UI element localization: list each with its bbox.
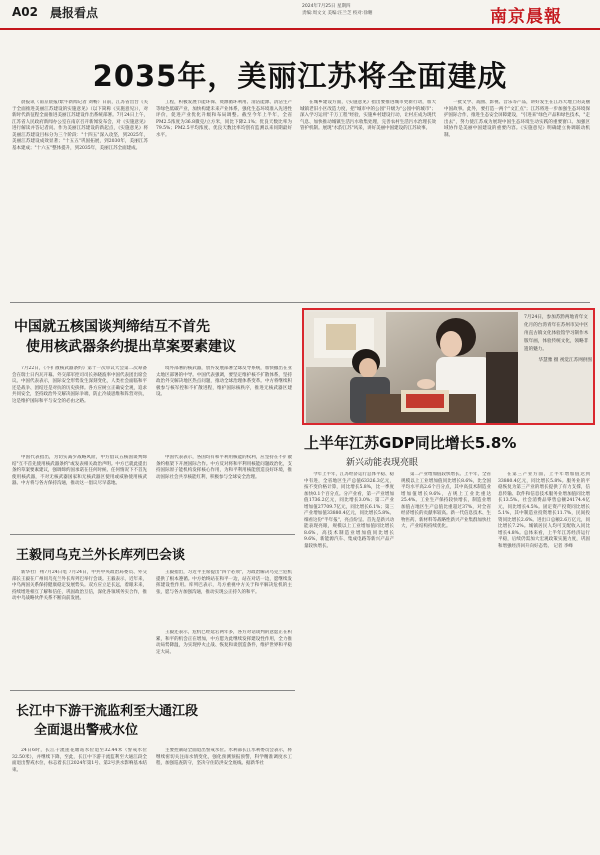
- main-article-col1: 晨报讯（南京晨报/紫牛新闻记者 刘畅）日前，江苏省出台《关于全面推进美丽江苏建设的实施意见》（以下简称《实施意见》），对新时代新征程全面推进美丽江苏建设作出系统部署。7月24日上午，江苏省人民政府新闻办公室在南京召开新闻发布会，对《实施意见》进行解读并答记者问。作为美丽江苏建设的新起点，《实施意见》将美丽江苏建设目标分为三个阶段："十四五"深入攻坚，到2025年，美丽江苏建设成效显著；"十五五"巩固拓展，到2030年，美丽江苏基本建成；"十六五"整体提升，到2035年，美丽江苏全面建成。: [12, 100, 148, 151]
- issue-date: 2024年7月25日 星期四: [302, 4, 351, 9]
- gdp-body-col3: 在第三产业方面，上半年增加值达到33880.4亿元，同比增长5.8%。服务业的平稳恢复为第三产业的增长提供了有力支撑，信息传输、软件和信息技术服务业增加值同比增长13.5%。社会消费品零售总额24174.4亿元，同比增长4.5%。固定资产投资同比增长5.1%，其中制造业投资增长11.7%，民间投资同比增长2.6%。进出口总额2.6万亿元，同比增长7.2%。城镇居民人均可支配收入同比增长4.8%。总体来看，上半年江苏经济运行平稳，后续仍需加大宏观政策实施力度，巩固和增强经济回升向好态势。 记者 李峰: [498, 472, 590, 549]
- wangyi-body-b: 王毅指出，习近平主席提出"四个必须"，为政治解决乌克兰危机提供了根本遵循。中方始终站在和平一边，站在对话一边，愿继续发挥建设性作用。库列巴表示，乌方重视中方关于和平解决危机的主张，愿与各方加强沟通，推动实现公正持久的和平。: [156, 570, 292, 595]
- main-article-col4: 一批文学、戏曲、影视、音乐等产品，讲好发生在江苏大地上的美丽中国故事。此外，要打造一两个"文汇点"；江苏将进一步加强生态环境保护国际合作，推进生态安全屏障建设，"引进来"绿色产品和绿色技术，"走出去"，努力使江苏成为展现中国生态环境生动实践的重要窗口。加强区域协作是美丽中国建设的重要内容。《实施意见》明确建立协调联动机制。: [444, 100, 590, 138]
- yangtze-body-b: 主要控制站全面退出警戒水位。水利部长江水利委员会表示，将继续密切关注雨水情变化，强化预测预报预警，科学精准调度水工程，加强巡查防守，坚决守住防洪安全底线。据新华社: [156, 748, 292, 766]
- gdp-subtitle: 新兴动能表现亮眼: [346, 458, 419, 468]
- divider: [10, 690, 295, 691]
- photo-frame: [302, 308, 595, 425]
- gdp-body-col1: 今年上半年，江苏经济运行总体平稳、稳中有进，全省地区生产总值63326.3亿元，按不变价格计算，同比增长5.8%，比一季度加快0.1个百分点。分产业看，第一产业增加值1736.2亿元，同比增长3.0%；第二产业增加值27709.7亿元，同比增长6.1%；第三产业增加值33880.4亿元，同比增长5.8%。细看这份"半年报"，亮点纷呈。首先是新兴动能表现亮眼，规模以上工业增加值同比增长8.6%，高技术制造业增加值同比增长9.6%，新能源汽车、集成电路等新兴产品产量较快增长。: [304, 472, 394, 549]
- yangtze-body-a: 24日6时，长江干流莲花塘站水位退至32.44米（警戒水位32.50米），并继续下降，至此，长江中下游干流监利至大通江段全面退出警戒水位，标志着长江2024年第1号、第2号洪水影响基本结束。: [12, 748, 147, 773]
- gdp-body-col2: 第二产业增加值较快增长。上半年，全省规模以上工业增加值同比增长8.6%，比全国平均水平高2.6个百分点，其中高技术制造业增加值增长9.6%，占规上工业比重达25.4%。工业生产保持较快增长，制造业增加值占地区生产总值比重超过37%，对全省经济增长的贡献率较高。新一代信息技术、生物医药、新材料等战略性新兴产业集群加快壮大，产业结构持续优化。: [401, 472, 491, 529]
- nuclear-title-line1: 中国就五核国谈判缔结互不首先: [14, 319, 210, 335]
- section-name: 晨报看点: [50, 6, 99, 20]
- main-article-col3: 在城乡建设方面，《实施意见》指出要推进城市更新行动，加大城镇老旧小区改造力度，把"城市中的公园"升级为"公园中的城市"；深入学习运用"千万工程"经验，实施乡村建设行动，让村庄成为现代气息、加快推动城镇生活污水收集处理，完善农村生活污水治理长效管护机制。展现"水韵江苏"风采，讲好美丽中国建设的江苏故事。: [300, 100, 436, 131]
- editor-credits: 责编:周文文 美编:汪兰芝 校对:徐翱: [302, 11, 373, 16]
- nuclear-title-line2: 使用核武器条约提出草案要素建议: [26, 339, 236, 355]
- page-header: [0, 0, 600, 30]
- wangyi-title: 王毅同乌克兰外长库列巴会谈: [16, 548, 186, 563]
- wangyi-body-c: 王毅还表示，危机已经延宕两年多，各方对话谈判的意愿正在积累，和平的机会正在增加，中方愿为此继续发挥建设性作用，全力推动局势降温，为实现停火止战、恢复和谈创造条件，维护世界和平稳定大局。: [156, 630, 292, 655]
- yangtze-title-line1: 长江中下游干流监利至大通江段: [16, 704, 199, 719]
- divider: [10, 534, 295, 535]
- woodblock-printing-photo: [306, 312, 518, 423]
- photo-credit: 华慧雅 摄 视觉江苏网供图: [538, 358, 592, 363]
- nuclear-body-c: 境外部署的核武器，放弃发展部署全球反导系统，加快撤出在亚太地区部署的中导。中国代表强调，要坚定维护核不扩散体系，坚持政治外交解决地区热点问题，推动全球治理体系变革。中方将继续积极参与核军控和不扩散进程，维护国际核秩序，推进无核武器区建设。: [156, 366, 292, 397]
- gdp-title: 上半年江苏GDP同比增长5.8%: [304, 434, 517, 452]
- nuclear-body-d: 中国代表表示，各国均有和平利用核能的权利，应坚持在不扩散条约框架下开展国际合作。中方反对将和平利用核能问题政治化，支持国际原子能机构发挥核心作用，为和平利用核能创造良好环境，推动国际社会共享核能红利，积极参与全球安全治理。: [156, 455, 292, 480]
- divider: [10, 302, 590, 303]
- nuclear-body-b: 中国代表指出，为切实减少战略风险，中方倡议五核国谈判缔结"互不首先使用核武器条约"或发表相关政治声明。中方已就此提出条约草案要素建议，强调缔约国承诺在任何时候、任何情况下不首先使用核武器，不对无核武器国家和无核武器区使用或威胁使用核武器。中方将与各方保持沟通，推动这一倡议尽早落地。: [12, 455, 147, 486]
- header-rule: [0, 28, 600, 30]
- photo-caption: 7月24日，参加苏黔两地青年文化月的台湾青年在苏州市吴中区甪直古镇文化体验馆学习制作木版年画，体验传统文化，领略非遗的魅力。 华慧雅 摄 视觉江苏网供图: [524, 315, 592, 363]
- yangtze-title-line2: 全面退出警戒水位: [34, 723, 139, 738]
- wangyi-body-a: 新华社广州7月24日电 7月24日，中共中央政治局委员、外交部长王毅在广州同乌克兰外长库列巴举行会谈。王毅表示，近年来，中乌两国关系保持健康稳定发展势头。双方应立足长远，着眼未来，持续增进相互了解和信任，巩固政治互信，深化各领域务实合作，推动中乌战略伙伴关系不断向前发展。: [12, 570, 147, 601]
- page-number: A02: [12, 5, 38, 19]
- main-article-col2: 工程，积极发展节能环保、资源循环利用、清洁能源、清洁生产等绿色低碳产业，加快构建未来产业体系，强化生态环境准入先进性评价，促进产业优化升级和布局调整。截至今年上半年，全省PM2.5浓度为36.8微克/立方米，同比下降2.1%；优良天数比率为79.5%；PM2.5平均浓度、优良天数比率均创有监测以来同期最好水平。: [156, 100, 292, 138]
- masthead-logo: 南京晨報: [490, 7, 562, 27]
- main-headline: 2035年，美丽江苏将全面建成: [92, 59, 508, 93]
- nuclear-body-a: 7月22日，《不扩散核武器条约》第十一次审议大会第二次筹备会在瑞士日内瓦开幕。外交部军控司司长孙晓波率中国代表团出席会议。中国代表表示，国际安全形势发生深刻变化，人类社会面临和平还是战争、团结还是对抗的历史抉择。各方应树立正确安全观，追求共同安全，坚持政治外交解决国际争端，防止冷战思维和阵营对抗，这是维护国际和平与安全的必由之路。: [12, 366, 147, 404]
